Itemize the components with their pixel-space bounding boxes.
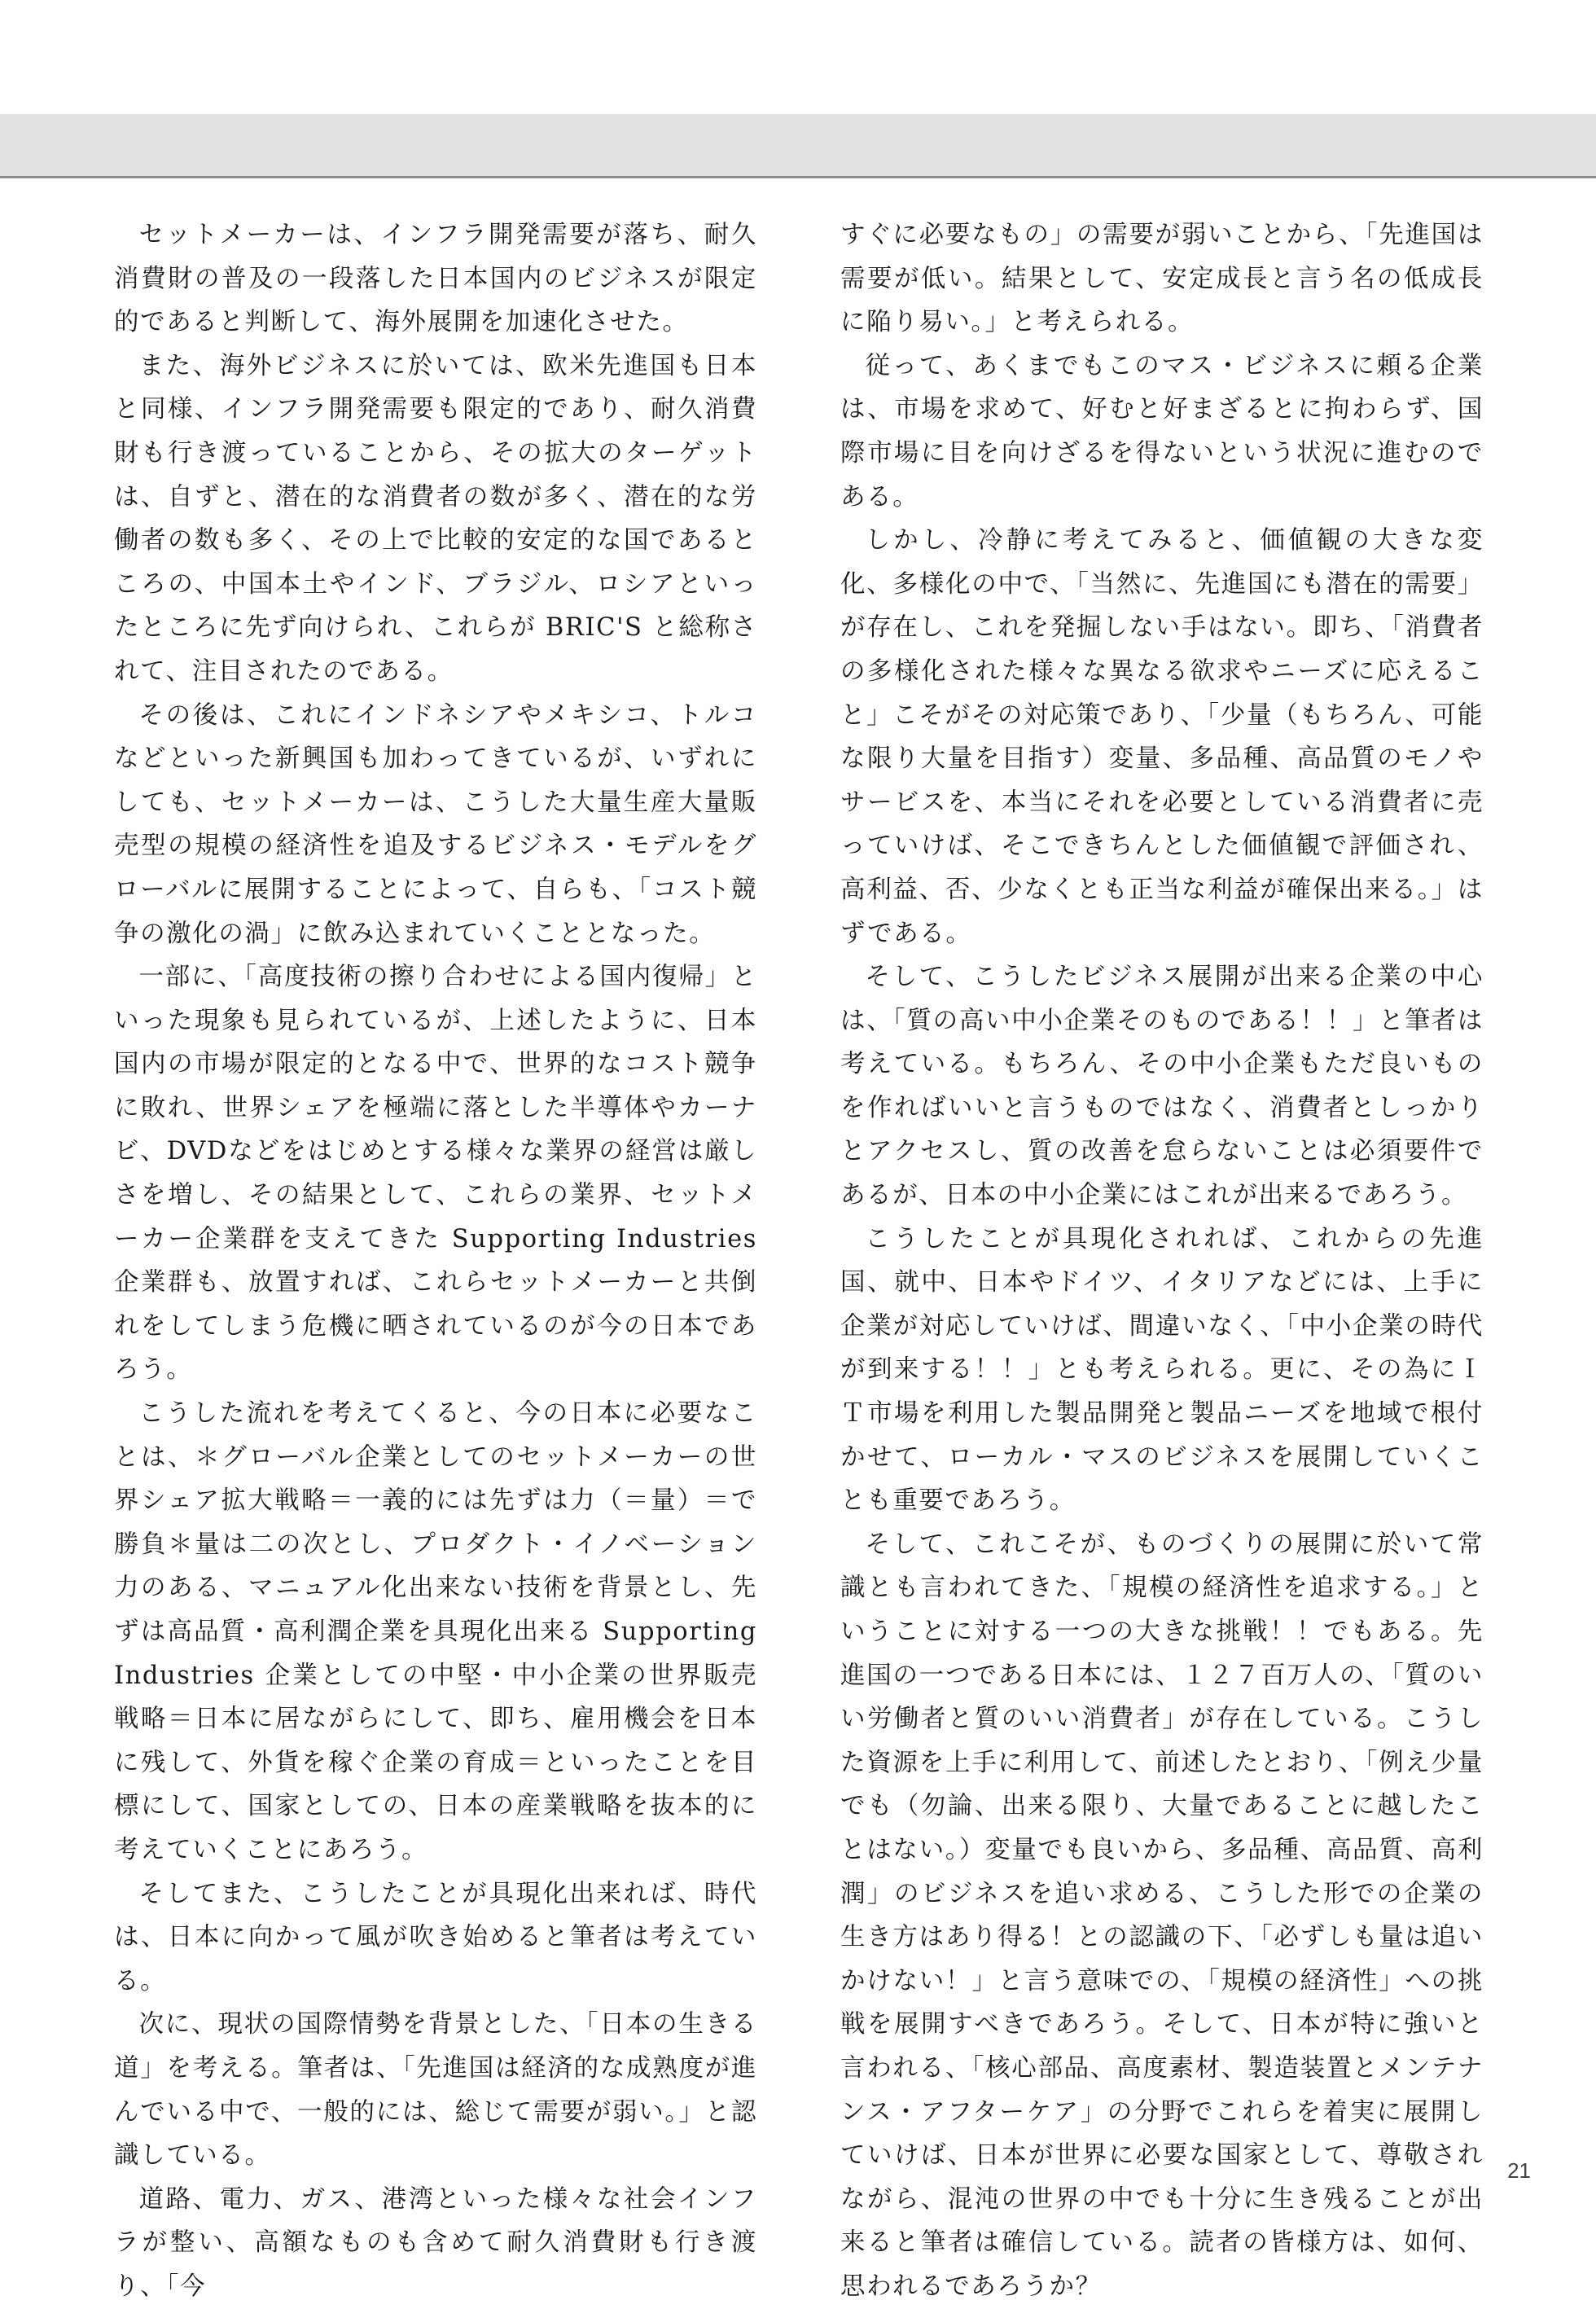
paragraph: こうしたことが具現化されれば、これからの先進国、就中、日本やドイツ、イタリアなどには、上手に企業が対応していけば、間違いなく、「中小企業の時代が到来する！！」とも考えられる。更に、その為にＩＴ市場を利用した製品開発と製品ニーズを地域で根付かせて、ローカル・マスのビジネスを展開していくことも重要であろう。 <box>840 1224 1484 1516</box>
paragraph-continuation: すぐに必要なもの」の需要が弱いことから、「先進国は需要が低い。結果として、安定成長と言う名の低成長に陥り易い。」と考えられる。 <box>840 221 1484 337</box>
paragraph: 一部に、「高度技術の擦り合わせによる国内復帰」といった現象も見られているが、上述したように、日本国内の市場が限定的となる中で、世界的なコスト競争に敗れ、世界シェアを極端に落とした半導体やカーナビ、DVDなどをはじめとする様々な業界の経営は厳しさを増し、その結果として、これらの業界、セットメーカー企業群を支えてきた Supporting Industries 企業群も、放置すれば、これらセットメーカーと共倒れをしてしまう危機に晒されているのが今の日本であろう。 <box>114 963 757 1385</box>
paragraph: 道路、電力、ガス、港湾といった様々な社会インフラが整い、高額なものも含めて耐久消費財も行き渡り、「今 <box>114 2184 757 2301</box>
page-number: 21 <box>1507 2158 1531 2183</box>
paragraph: 次に、現状の国際情勢を背景とした、「日本の生きる道」を考える。筆者は、「先進国は経済的な成熟度が進んでいる中で、一般的には、総じて需要が弱い。」と認識している。 <box>114 2010 757 2171</box>
right-column <box>840 213 1484 2309</box>
paragraph: その後は、これにインドネシアやメキシコ、トルコなどといった新興国も加わってきているが、いずれにしても、セットメーカーは、こうした大量生産大量販売型の規模の経済性を追及するビジネス・モデルをグローバルに展開することによって、自らも、「コスト競争の激化の渦」に飲み込まれていくこととなった。 <box>114 700 757 948</box>
paragraph: そしてまた、こうしたことが具現化出来れば、時代は、日本に向かって風が吹き始めると筆者は考えている。 <box>114 1879 757 1995</box>
left-column <box>114 213 757 2309</box>
paragraph: セットメーカーは、インフラ開発需要が落ち、耐久消費財の普及の一段落した日本国内のビジネスが限定的であると判断して、海外展開を加速化させた。 <box>114 221 757 337</box>
paragraph: こうした流れを考えてくると、今の日本に必要なことは、＊グローバル企業としてのセットメーカーの世界シェア拡大戦略＝一義的には先ずは力（＝量）＝で勝負＊量は二の次とし、プロダクト・イノベーション力のある、マニュアル化出来ない技術を背景とし、先ずは高品質・高利潤企業を具現化出来る Supporting Industries 企業としての中堅・中小企業の世界販売戦略＝日本に居ながらにして、即ち、雇用機会を日本に残して、外貨を稼ぐ企業の育成＝といったことを目標にして、国家としての、日本の産業戦略を抜本的に考えていくことにあろう。 <box>114 1399 757 1864</box>
paragraph: 従って、あくまでもこのマス・ビジネスに頼る企業は、市場を求めて、好むと好まざるとに拘わらず、国際市場に目を向けざるを得ないという状況に進むのである。 <box>840 351 1484 511</box>
header-band <box>0 114 1596 178</box>
paragraph: そして、これこそが、ものづくりの展開に於いて常識とも言われてきた、「規模の経済性を追求する。」ということに対する一つの大きな挑戦！！でもある。先進国の一つである日本には、１２７百万人の、「質のいい労働者と質のいい消費者」が存在している。こうした資源を上手に利用して、前述したとおり、「例え少量でも（勿論、出来る限り、大量であることに越したことはない。）変量でも良いから、多品種、高品質、高利潤」のビジネスを追い求める、こうした形での企業の生き方はあり得る！との認識の下、「必ずしも量は追いかけない！」と言う意味での、「規模の経済性」への挑戦を展開すべきであろう。そして、日本が特に強いと言われる、「核心部品、高度素材、製造装置とメンテナンス・アフターケア」の分野でこれらを着実に展開していけば、日本が世界に必要な国家として、尊敬されながら、混沌の世界の中でも十分に生き残ることが出来ると筆者は確信している。読者の皆様方は、如何、思われるであろうか？ <box>840 1530 1484 2301</box>
paragraph: しかし、冷静に考えてみると、価値観の大きな変化、多様化の中で、「当然に、先進国にも潜在的需要」が存在し、これを発掘しない手はない。即ち、「消費者の多様化された様々な異なる欲求やニーズに応えること」こそがその対応策であり、「少量（もちろん、可能な限り大量を目指す）変量、多品種、高品質のモノやサービスを、本当にそれを必要としている消費者に売っていけば、そこできちんとした価値観で評価され、高利益、否、少なくとも正当な利益が確保出来る。」はずである。 <box>840 526 1484 948</box>
paragraph: また、海外ビジネスに於いては、欧米先進国も日本と同様、インフラ開発需要も限定的であり、耐久消費財も行き渡っていることから、その拡大のターゲットは、自ずと、潜在的な消費者の数が多く、潜在的な労働者の数も多く、その上で比較的安定的な国であるところの、中国本土やインド、ブラジル、ロシアといったところに先ず向けられ、これらが BRIC'S と総称されて、注目されたのである。 <box>114 351 757 686</box>
paragraph: そして、こうしたビジネス展開が出来る企業の中心は、「質の高い中小企業そのものである！！」と筆者は考えている。もちろん、その中小企業もただ良いものを作ればいいと言うものではなく、消費者としっかりとアクセスし、質の改善を怠らないことは必須要件であるが、日本の中小企業にはこれが出来るであろう。 <box>840 963 1484 1210</box>
